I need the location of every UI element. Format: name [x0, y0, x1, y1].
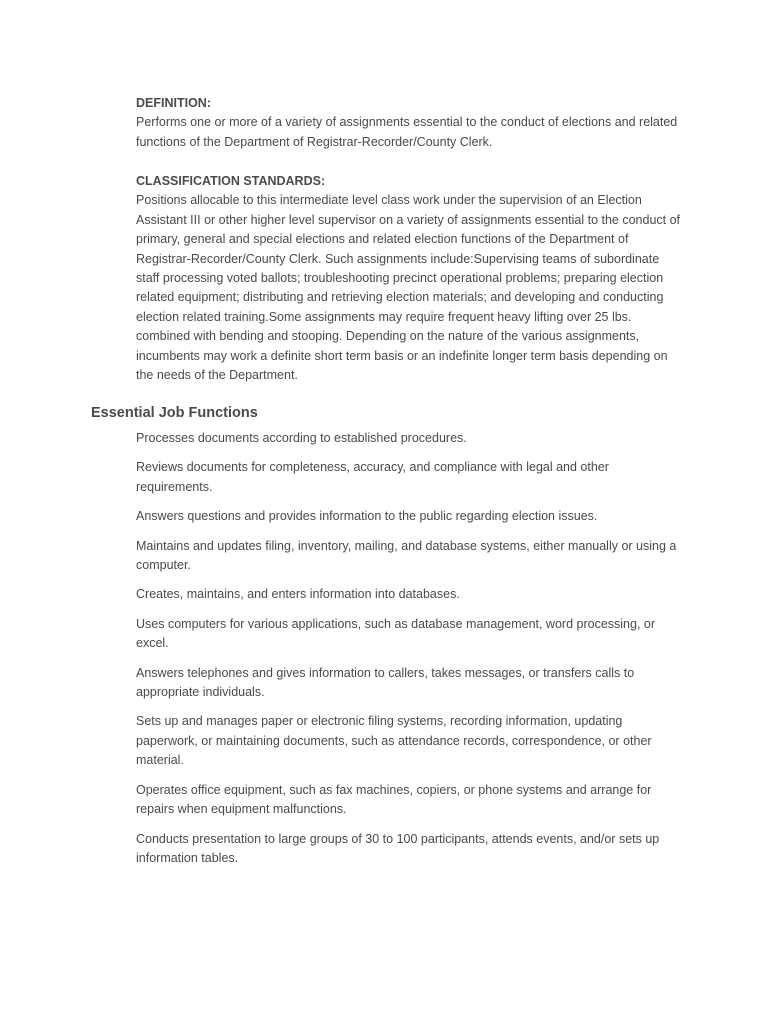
classification-label: CLASSIFICATION STANDARDS:: [136, 174, 326, 188]
definition-label: DEFINITION:: [136, 96, 211, 110]
function-item: Sets up and manages paper or electronic filing systems, recording information, updating paperwork, or maintaining documents, such as attendance records, correspondence, or other material.: [136, 714, 652, 768]
classification-section: [136, 172, 681, 385]
definition-section: [136, 94, 681, 152]
essential-functions-list: [136, 429, 681, 878]
function-item: Creates, maintains, and enters information into databases.: [136, 587, 460, 602]
function-item: Uses computers for various applications, such as database management, word processing, or excel.: [136, 616, 656, 651]
definition-text: Performs one or more of a variety of assignments essential to the conduct of elections and related functions of the Department of Registrar-Recorder/County Clerk.: [136, 115, 678, 149]
function-item: Answers questions and provides information to the public regarding election issues.: [136, 509, 598, 524]
function-item: Maintains and updates filing, inventory, mailing, and database systems, either manually or using a computer.: [136, 538, 677, 573]
function-item: Answers telephones and gives information to callers, takes messages, or transfers calls to appropriate individuals.: [136, 665, 635, 700]
function-item: Reviews documents for completeness, accuracy, and compliance with legal and other requirements.: [136, 460, 609, 494]
classification-text: Positions allocable to this intermediate level class work under the supervision of an Election Assistant III or other higher level supervisor on a variety of assignments essential to the conduct of primary, general and special elections and related election functions of the Department of Registrar-Recorder/County Clerk. Such assignments include:Supervising teams of subordinate staff processing voted ballots; troubleshooting precinct operational problems; preparing election related equipment; distributing and retrieving election materials; and developing and conducting election related training.Some assignments may require frequent heavy lifting over 25 lbs. combined with bending and stooping. Depending on the nature of the various assignments, incumbents may work a definite short term basis or an indefinite longer term basis depending on the needs of the Department.: [136, 193, 681, 383]
function-item: Operates office equipment, such as fax machines, copiers, or phone systems and arrange for repairs when equipment malfunctions.: [136, 782, 652, 817]
essential-functions-heading: Essential Job Functions: [91, 405, 258, 421]
function-item: Processes documents according to established procedures.: [136, 431, 467, 445]
function-item: Conducts presentation to large groups of 30 to 100 participants, attends events, and/or sets up information tables.: [136, 831, 660, 865]
